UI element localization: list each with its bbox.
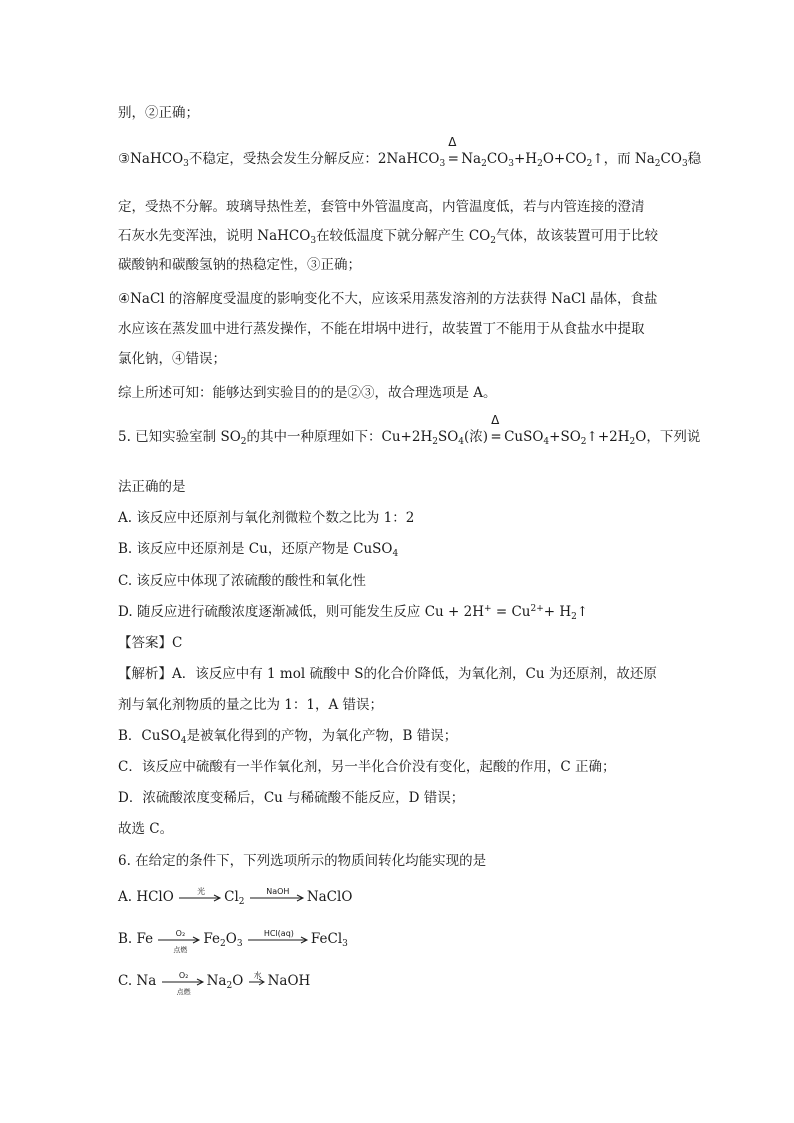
reaction-arrow: NaOH bbox=[250, 894, 306, 902]
question-5-stem-cont: 法正确的是 bbox=[118, 479, 186, 495]
text-line: 氯化钠，④错误； bbox=[118, 351, 226, 367]
option-b: B. Fe O₂ 点燃 $Fe_2O_3$ HCl(aq) FeCl$_3$ bbox=[118, 928, 348, 954]
question-6-stem: 6. 在给定的条件下，下列选项所示的物质间转化均能实现的是 bbox=[118, 853, 487, 869]
analysis-line: 剂与氧化剂物质的量之比为 1：1，A 错误； bbox=[118, 697, 384, 713]
option-c: C. Na O₂ 点燃 $Na_2O$ 水 NaOH bbox=[118, 970, 311, 996]
answer-line: 【答案】C bbox=[118, 635, 183, 651]
analysis-line: D．浓硫酸浓度变稀后，Cu 与稀硫酸不能反应，D 错误； bbox=[118, 790, 465, 806]
option-d: D. 随反应进行硫酸浓度逐渐减低，则可能发生反应 $Cu + 2H^+ = Cu^{2+}+$ $H_2↑$ bbox=[118, 604, 589, 622]
text-line: 水应该在蒸发皿中进行蒸发操作，不能在坩埚中进行，故装置丁不能用于从食盐水中提取 bbox=[118, 321, 645, 337]
analysis-line: B．CuSO$_4$是被氧化得到的产物，为氧化产物，B 错误； bbox=[118, 728, 458, 746]
analysis-line: C．该反应中硫酸有一半作氧化剂，另一半化合价没有变化，起酸的作用，C 正确； bbox=[118, 759, 616, 775]
reaction-arrow: HCl(aq) bbox=[248, 936, 310, 944]
option-a: A. HClO 光 $Cl_2$ NaOH NaClO bbox=[118, 886, 353, 907]
text-line: 石灰水先变浑浊，说明 NaHCO$_3$在较低温度下就分解产生 $CO_2$气体，故该装置可用于比较 bbox=[118, 228, 658, 246]
text-line: 定，受热不分解。玻璃导热性差，套管中外管温度高，内管温度低，若与内管连接的澄清 bbox=[118, 199, 645, 215]
analysis-line: 【解析】A．该反应中有 1 mol 硫酸中 S的化合价降低，为氧化剂，Cu 为还原剂，故还原 bbox=[118, 666, 657, 682]
reaction-arrow: O₂ 点燃 bbox=[158, 936, 202, 944]
reaction-arrow: 水 bbox=[249, 978, 267, 986]
equation-line: ③NaHCO$_3$不稳定，受热会发生分解反应：2NaHCO$_3$ Δ = $Na_2CO_3+H_2O+CO_2↑$，而 $Na_2CO_3$稳 bbox=[118, 135, 702, 169]
reaction-arrow: O₂ 点燃 bbox=[162, 978, 206, 986]
option-c: C. 该反应中体现了浓硫酸的酸性和氧化性 bbox=[118, 573, 366, 589]
summary-line: 综上所述可知：能够达到实验目的的是②③，故合理选项是 A。 bbox=[118, 385, 497, 401]
text-line: 碳酸钠和碳酸氢钠的热稳定性，③正确； bbox=[118, 257, 361, 273]
option-b: B. 该反应中还原剂是 Cu，还原产物是 CuSO$_4$ bbox=[118, 541, 399, 559]
heat-equals-sign: Δ = bbox=[447, 135, 459, 167]
analysis-line: 故选 C。 bbox=[118, 821, 174, 837]
reaction-arrow: 光 bbox=[179, 894, 223, 902]
text-line: 别，②正确； bbox=[118, 105, 199, 121]
question-5-stem: 5. 已知实验室制 $SO_2$的其中一种原理如下：$Cu+2H_2SO_4$(浓) Δ = $CuSO_4+SO_2↑+2H_2O$，下列说 bbox=[118, 413, 701, 447]
heat-equals-sign: Δ = bbox=[490, 413, 502, 445]
text-line: ④NaCl 的溶解度受温度的影响变化不大，应该采用蒸发溶剂的方法获得 NaCl 晶体，食盐 bbox=[118, 291, 658, 307]
option-a: A. 该反应中还原剂与氧化剂微粒个数之比为 1：2 bbox=[118, 510, 415, 526]
